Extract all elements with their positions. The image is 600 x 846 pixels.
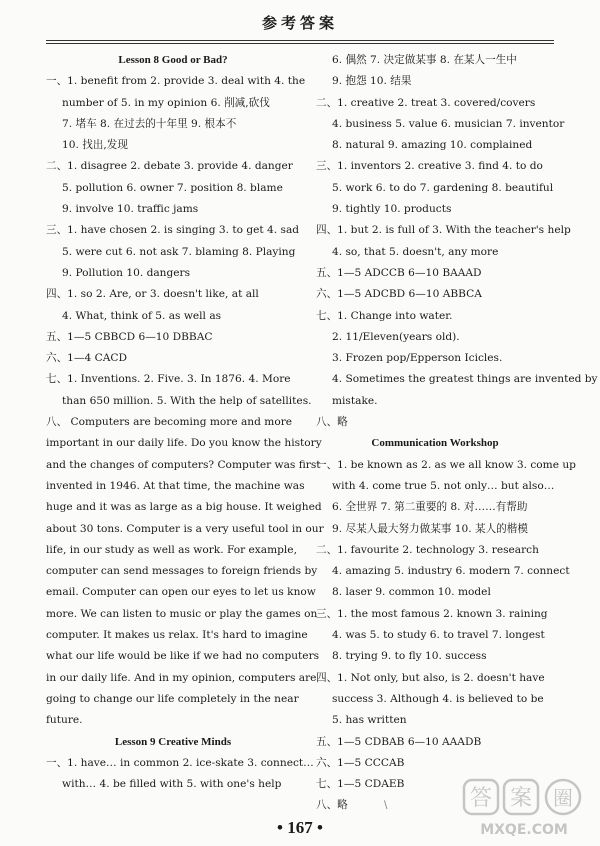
answer-line: 二、1. creative 2. treat 3. covered/covers bbox=[316, 96, 536, 109]
answer-line: 七、1. Inventions. 2. Five. 3. In 1876. 4. More bbox=[46, 373, 291, 386]
answer-line: 四、1. but 2. is full of 3. With the teacher's help bbox=[316, 224, 571, 237]
answer-line: 四、1. so 2. Are, or 3. doesn't like, at all bbox=[46, 288, 259, 301]
answer-line: 9. involve 10. traffic jams bbox=[62, 203, 199, 216]
answer-line: 9. 尽某人最大努力做某事 10. 某人的楷模 bbox=[332, 522, 528, 535]
answer-line: 一、1. be known as 2. as we all know 3. come up bbox=[316, 458, 576, 471]
answer-line: 9. tightly 10. products bbox=[332, 203, 452, 216]
answer-line: 七、1. Change into water. bbox=[316, 309, 453, 322]
answer-line: 三、1. the most famous 2. known 3. raining bbox=[316, 607, 548, 620]
answer-line: 4. business 5. value 6. musician 7. inventor bbox=[332, 117, 565, 130]
answer-line: 2. 11/Eleven(years old). bbox=[332, 330, 460, 343]
answer-line: 八、 Computers are becoming more and more bbox=[46, 416, 293, 429]
answer-line: 8. laser 9. common 10. model bbox=[332, 586, 491, 599]
answer-line: 10. 找出,发现 bbox=[62, 139, 128, 152]
pencil-mark: \ bbox=[384, 800, 388, 811]
answer-line: number of 5. in my opinion 6. 削减,砍伐 bbox=[62, 96, 270, 109]
answer-line: than 650 million. 5. With the help of satellites. bbox=[62, 394, 312, 407]
answer-line: and the changes of computers? Computer was first bbox=[46, 458, 321, 471]
svg-text:案: 案 bbox=[509, 786, 533, 811]
answer-line: 三、1. inventors 2. creative 3. find 4. to do bbox=[316, 160, 543, 173]
section-title: Lesson 8 Good or Bad? bbox=[118, 54, 228, 66]
answer-line: going to change our life completely in the near bbox=[46, 692, 299, 705]
answer-line: with 4. come true 5. not only… but also… bbox=[332, 479, 555, 492]
answer-line: 6. 全世界 7. 第二重要的 8. 对……有帮助 bbox=[332, 501, 528, 514]
answer-line: computer. It makes us relax. It's hard to imagine bbox=[46, 629, 308, 642]
answer-line: 四、1. Not only, but also, is 2. doesn't have bbox=[316, 671, 545, 684]
svg-text:圈: 圈 bbox=[553, 786, 573, 810]
answer-line: invented in 1946. At that time, the machine was bbox=[46, 479, 305, 492]
answer-line: 5. has written bbox=[332, 714, 407, 727]
answer-line: huge and it was as large as a big house. It weighed bbox=[46, 501, 322, 514]
answer-line: 4. Sometimes the greatest things are invented by bbox=[332, 373, 598, 386]
answer-line: 9. 抱怨 10. 结果 bbox=[332, 75, 412, 88]
answer-line: 八、略 bbox=[316, 799, 348, 812]
section-title: Communication Workshop bbox=[371, 437, 499, 450]
answer-line: 八、略 bbox=[316, 416, 348, 429]
answer-line: 4. so, that 5. doesn't, any more bbox=[332, 245, 499, 258]
left-column bbox=[46, 50, 324, 795]
answer-line: 3. Frozen pop/Epperson Icicles. bbox=[332, 352, 503, 365]
answer-line: 六、1—5 CCCAB bbox=[316, 756, 405, 769]
answer-line: 一、1. have… in common 2. ice-skate 3. connect… bbox=[46, 756, 314, 769]
answer-line: more. We can listen to music or play the games on bbox=[46, 607, 318, 620]
page-header: 参考答案 bbox=[261, 14, 338, 32]
answer-line: future. bbox=[46, 714, 83, 727]
answer-line: 6. 偶然 7. 决定做某事 8. 在某人一生中 bbox=[332, 54, 517, 66]
answer-line: success 3. Although 4. is believed to be bbox=[332, 692, 544, 705]
answer-line: important in our daily life. Do you know the history bbox=[46, 437, 322, 450]
header-rule-thin bbox=[46, 43, 554, 44]
answer-line: 8. trying 9. to fly 10. success bbox=[332, 650, 487, 663]
answer-line: mistake. bbox=[332, 394, 378, 407]
answer-line: 七、1—5 CDAEB bbox=[316, 778, 405, 791]
answer-line: 五、1—5 CBBCD 6—10 DBBAC bbox=[46, 330, 213, 343]
answer-line: 5. work 6. to do 7. gardening 8. beautiful bbox=[332, 181, 554, 194]
header-rule-thick bbox=[46, 40, 554, 41]
answer-line: 五、1—5 CDBAB 6—10 AAADB bbox=[316, 735, 482, 748]
answer-line: 9. Pollution 10. dangers bbox=[62, 266, 191, 279]
answer-line: email. Computer can open our eyes to let us know bbox=[46, 586, 316, 599]
answer-line: about 30 tons. Computer is a very useful tool in our bbox=[46, 522, 324, 535]
answer-line: 5. pollution 6. owner 7. position 8. blame bbox=[62, 181, 283, 194]
answer-line: 二、1. favourite 2. technology 3. research bbox=[316, 543, 539, 556]
answer-line: with… 4. be filled with 5. with one's help bbox=[62, 778, 282, 791]
answer-line: 4. was 5. to study 6. to travel 7. longest bbox=[332, 629, 545, 642]
answer-line: 8. natural 9. amazing 10. complained bbox=[332, 139, 533, 152]
answer-line: 五、1—5 ADCCB 6—10 BAAAD bbox=[316, 266, 482, 279]
page-number: • 167 • bbox=[277, 818, 323, 837]
answer-line: in our daily life. And in my opinion, computers are bbox=[46, 671, 317, 684]
answer-line: life, in our study as well as work. For example, bbox=[46, 543, 297, 556]
answer-line: 三、1. have chosen 2. is singing 3. to get 4. sad bbox=[46, 224, 300, 237]
svg-text:MXQE.COM: MXQE.COM bbox=[480, 822, 568, 838]
answer-line: 4. What, think of 5. as well as bbox=[62, 309, 222, 322]
right-column bbox=[316, 50, 598, 817]
answer-line: 二、1. disagree 2. debate 3. provide 4. danger bbox=[46, 160, 293, 173]
answer-line: computer can send messages to foreign friends by bbox=[46, 565, 318, 578]
answer-line: 六、1—4 CACD bbox=[46, 352, 127, 365]
svg-text:答: 答 bbox=[469, 786, 493, 811]
answer-line: 7. 堵车 8. 在过去的十年里 9. 根本不 bbox=[62, 117, 237, 130]
answer-line: what our life would be like if we had no computers bbox=[46, 650, 320, 663]
answer-line: 一、1. benefit from 2. provide 3. deal with 4. the bbox=[46, 75, 306, 88]
section-title: Lesson 9 Creative Minds bbox=[114, 735, 232, 748]
answer-line: 5. were cut 6. not ask 7. blaming 8. Playing bbox=[62, 245, 296, 258]
answer-line: 4. amazing 5. industry 6. modern 7. connect bbox=[332, 565, 570, 578]
answer-line: 六、1—5 ADCBD 6—10 ABBCA bbox=[316, 288, 482, 301]
watermark-logo bbox=[462, 778, 592, 840]
